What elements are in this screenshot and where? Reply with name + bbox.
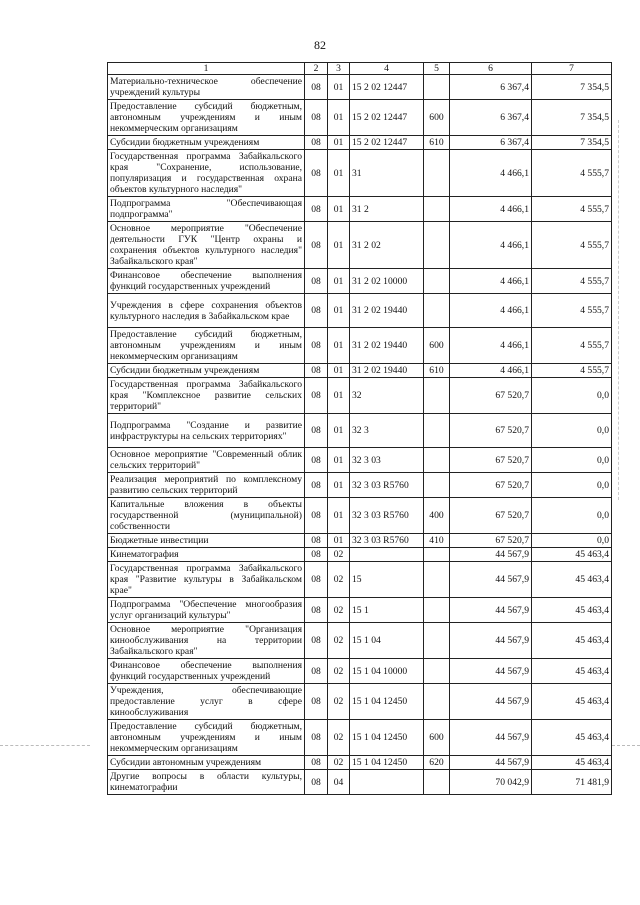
- table-row: [108, 150, 612, 197]
- cell-subsection: 01: [328, 222, 350, 269]
- cell-section: 08: [305, 598, 328, 623]
- table-row: [108, 448, 612, 473]
- cell-amount-year1: 67 520,7: [450, 498, 532, 534]
- cell-expense-type: [424, 414, 450, 448]
- cell-subsection: 02: [328, 562, 350, 598]
- cell-name: Материально-техническое обеспечение учреждений культуры: [108, 75, 305, 100]
- cell-amount-year1: 6 367,4: [450, 100, 532, 136]
- column-header: 4: [350, 63, 424, 75]
- cell-target-article: 32 3 03 R5760: [350, 473, 424, 498]
- table-row: [108, 684, 612, 720]
- cell-section: 08: [305, 720, 328, 756]
- table-row: [108, 328, 612, 364]
- cell-name: Субсидии бюджетным учреждениям: [108, 364, 305, 378]
- cell-name: Предоставление субсидий бюджетным, автономным учреждениям и иным некоммерческим организациям: [108, 720, 305, 756]
- cell-amount-year2: 71 481,9: [532, 770, 612, 795]
- cell-section: 08: [305, 150, 328, 197]
- cell-amount-year1: 44 567,9: [450, 684, 532, 720]
- cell-subsection: 01: [328, 150, 350, 197]
- page-number: 82: [314, 38, 326, 52]
- cell-section: 08: [305, 448, 328, 473]
- cell-amount-year1: 44 567,9: [450, 756, 532, 770]
- cell-amount-year1: 67 520,7: [450, 448, 532, 473]
- cell-target-article: 31 2 02 19440: [350, 328, 424, 364]
- cell-name: Бюджетные инвестиции: [108, 534, 305, 548]
- cell-amount-year1: 44 567,9: [450, 623, 532, 659]
- table-row: [108, 294, 612, 328]
- cell-amount-year2: 4 555,7: [532, 269, 612, 294]
- scan-artifact-line: [0, 745, 90, 746]
- cell-target-article: 31 2: [350, 197, 424, 222]
- cell-name: Субсидии автономным учреждениям: [108, 756, 305, 770]
- table-row: [108, 720, 612, 756]
- cell-amount-year1: 70 042,9: [450, 770, 532, 795]
- cell-target-article: 32: [350, 378, 424, 414]
- cell-amount-year1: 67 520,7: [450, 473, 532, 498]
- cell-amount-year1: 67 520,7: [450, 534, 532, 548]
- table-row: [108, 756, 612, 770]
- cell-section: 08: [305, 684, 328, 720]
- cell-name: Другие вопросы в области культуры, кинематографии: [108, 770, 305, 795]
- cell-expense-type: 610: [424, 136, 450, 150]
- cell-amount-year1: 67 520,7: [450, 414, 532, 448]
- table-row: [108, 136, 612, 150]
- cell-target-article: 15 1 04 12450: [350, 756, 424, 770]
- cell-subsection: 01: [328, 294, 350, 328]
- cell-target-article: 15 1 04 12450: [350, 720, 424, 756]
- cell-amount-year2: 0,0: [532, 448, 612, 473]
- cell-section: 08: [305, 534, 328, 548]
- table-row: [108, 548, 612, 562]
- cell-target-article: 15 1 04 10000: [350, 659, 424, 684]
- cell-target-article: [350, 770, 424, 795]
- cell-expense-type: 620: [424, 756, 450, 770]
- cell-section: 08: [305, 498, 328, 534]
- cell-subsection: 01: [328, 448, 350, 473]
- cell-subsection: 02: [328, 756, 350, 770]
- cell-expense-type: [424, 378, 450, 414]
- cell-subsection: 04: [328, 770, 350, 795]
- cell-expense-type: [424, 294, 450, 328]
- cell-expense-type: [424, 269, 450, 294]
- cell-amount-year1: 44 567,9: [450, 659, 532, 684]
- cell-expense-type: [424, 598, 450, 623]
- cell-expense-type: 400: [424, 498, 450, 534]
- cell-name: Учреждения в сфере сохранения объектов культурного наследия в Забайкальском крае: [108, 294, 305, 328]
- cell-target-article: 32 3: [350, 414, 424, 448]
- cell-amount-year1: 44 567,9: [450, 720, 532, 756]
- cell-amount-year1: 4 466,1: [450, 364, 532, 378]
- cell-amount-year2: 45 463,4: [532, 562, 612, 598]
- cell-expense-type: [424, 150, 450, 197]
- cell-amount-year1: 4 466,1: [450, 269, 532, 294]
- cell-amount-year2: 4 555,7: [532, 222, 612, 269]
- cell-amount-year2: 45 463,4: [532, 659, 612, 684]
- cell-section: 08: [305, 473, 328, 498]
- cell-amount-year2: 0,0: [532, 378, 612, 414]
- cell-amount-year1: 4 466,1: [450, 222, 532, 269]
- cell-amount-year2: 45 463,4: [532, 684, 612, 720]
- table-row: [108, 623, 612, 659]
- table-row: [108, 534, 612, 548]
- table-row: [108, 659, 612, 684]
- cell-subsection: 01: [328, 378, 350, 414]
- cell-amount-year2: 45 463,4: [532, 548, 612, 562]
- cell-subsection: 01: [328, 414, 350, 448]
- cell-expense-type: [424, 562, 450, 598]
- cell-name: Основное мероприятие "Организация кинообслуживания на территории Забайкальского края": [108, 623, 305, 659]
- table-row: [108, 269, 612, 294]
- cell-subsection: 01: [328, 100, 350, 136]
- cell-subsection: 01: [328, 136, 350, 150]
- cell-target-article: 32 3 03: [350, 448, 424, 473]
- table-row: [108, 562, 612, 598]
- cell-section: 08: [305, 414, 328, 448]
- cell-amount-year1: 4 466,1: [450, 294, 532, 328]
- cell-target-article: 31 2 02 19440: [350, 294, 424, 328]
- cell-subsection: 01: [328, 75, 350, 100]
- table-row: [108, 197, 612, 222]
- column-header: 2: [305, 63, 328, 75]
- cell-section: 08: [305, 100, 328, 136]
- table-row: [108, 378, 612, 414]
- cell-expense-type: [424, 770, 450, 795]
- cell-amount-year2: 4 555,7: [532, 294, 612, 328]
- cell-amount-year2: 7 354,5: [532, 136, 612, 150]
- cell-target-article: 15 1: [350, 598, 424, 623]
- cell-section: 08: [305, 136, 328, 150]
- cell-section: 08: [305, 197, 328, 222]
- cell-amount-year2: 4 555,7: [532, 150, 612, 197]
- cell-expense-type: 600: [424, 720, 450, 756]
- table-row: [108, 75, 612, 100]
- cell-expense-type: [424, 473, 450, 498]
- scan-artifact-line: [618, 120, 619, 500]
- cell-subsection: 01: [328, 364, 350, 378]
- table-row: [108, 222, 612, 269]
- cell-subsection: 02: [328, 720, 350, 756]
- cell-target-article: 31 2 02: [350, 222, 424, 269]
- cell-amount-year2: 4 555,7: [532, 328, 612, 364]
- cell-name: Предоставление субсидий бюджетным, автономным учреждениям и иным некоммерческим организациям: [108, 328, 305, 364]
- cell-section: 08: [305, 364, 328, 378]
- cell-subsection: 01: [328, 534, 350, 548]
- cell-section: 08: [305, 269, 328, 294]
- cell-amount-year2: 45 463,4: [532, 756, 612, 770]
- cell-section: 08: [305, 562, 328, 598]
- cell-amount-year1: 6 367,4: [450, 136, 532, 150]
- cell-amount-year2: 0,0: [532, 473, 612, 498]
- cell-expense-type: [424, 548, 450, 562]
- cell-section: 08: [305, 328, 328, 364]
- table-row: [108, 414, 612, 448]
- cell-expense-type: [424, 623, 450, 659]
- cell-amount-year1: 4 466,1: [450, 328, 532, 364]
- cell-subsection: 01: [328, 269, 350, 294]
- cell-section: 08: [305, 623, 328, 659]
- cell-expense-type: [424, 197, 450, 222]
- cell-expense-type: [424, 448, 450, 473]
- cell-section: 08: [305, 548, 328, 562]
- cell-amount-year2: 4 555,7: [532, 197, 612, 222]
- cell-amount-year1: 44 567,9: [450, 548, 532, 562]
- cell-subsection: 01: [328, 498, 350, 534]
- table-row: [108, 473, 612, 498]
- cell-target-article: 15 1 04 12450: [350, 684, 424, 720]
- column-header: 6: [450, 63, 532, 75]
- cell-target-article: 15 1 04: [350, 623, 424, 659]
- cell-subsection: 02: [328, 623, 350, 659]
- cell-target-article: 15 2 02 12447: [350, 100, 424, 136]
- cell-subsection: 01: [328, 197, 350, 222]
- table-row: [108, 498, 612, 534]
- cell-target-article: 31: [350, 150, 424, 197]
- cell-target-article: 31 2 02 19440: [350, 364, 424, 378]
- cell-expense-type: [424, 659, 450, 684]
- table-row: [108, 598, 612, 623]
- cell-name: Капитальные вложения в объекты государственной (муниципальной) собственности: [108, 498, 305, 534]
- cell-subsection: 02: [328, 684, 350, 720]
- scan-artifact-line: [612, 745, 640, 746]
- cell-section: 08: [305, 378, 328, 414]
- column-header: 7: [532, 63, 612, 75]
- cell-name: Предоставление субсидий бюджетным, автономным учреждениям и иным некоммерческим организациям: [108, 100, 305, 136]
- cell-amount-year1: 4 466,1: [450, 197, 532, 222]
- cell-expense-type: [424, 684, 450, 720]
- cell-target-article: 15 2 02 12447: [350, 136, 424, 150]
- cell-expense-type: [424, 222, 450, 269]
- cell-amount-year1: 67 520,7: [450, 378, 532, 414]
- cell-target-article: 15: [350, 562, 424, 598]
- cell-amount-year2: 4 555,7: [532, 364, 612, 378]
- cell-section: 08: [305, 294, 328, 328]
- cell-name: Субсидии бюджетным учреждениям: [108, 136, 305, 150]
- cell-name: Основное мероприятие "Современный облик сельских территорий": [108, 448, 305, 473]
- cell-section: 08: [305, 222, 328, 269]
- cell-amount-year2: 0,0: [532, 534, 612, 548]
- cell-name: Кинематография: [108, 548, 305, 562]
- cell-section: 08: [305, 756, 328, 770]
- cell-expense-type: [424, 75, 450, 100]
- cell-amount-year1: 44 567,9: [450, 598, 532, 623]
- cell-name: Финансовое обеспечение выполнения функций государственных учреждений: [108, 269, 305, 294]
- cell-name: Подпрограмма "Обеспечивающая подпрограмма": [108, 197, 305, 222]
- cell-amount-year2: 7 354,5: [532, 75, 612, 100]
- budget-table: [107, 62, 612, 795]
- cell-amount-year1: 6 367,4: [450, 75, 532, 100]
- table-row: [108, 100, 612, 136]
- table-body: [108, 75, 612, 795]
- cell-name: Учреждения, обеспечивающие предоставление услуг в сфере кинообслуживания: [108, 684, 305, 720]
- cell-target-article: 32 3 03 R5760: [350, 534, 424, 548]
- cell-amount-year2: 45 463,4: [532, 623, 612, 659]
- cell-section: 08: [305, 770, 328, 795]
- table-row: [108, 364, 612, 378]
- cell-expense-type: 610: [424, 364, 450, 378]
- cell-subsection: 02: [328, 659, 350, 684]
- header-row: [108, 63, 612, 75]
- cell-section: 08: [305, 659, 328, 684]
- cell-name: Государственная программа Забайкальского края "Комплексное развитие сельских территорий": [108, 378, 305, 414]
- cell-amount-year1: 4 466,1: [450, 150, 532, 197]
- column-header: 1: [108, 63, 305, 75]
- cell-amount-year2: 45 463,4: [532, 720, 612, 756]
- cell-amount-year2: 0,0: [532, 414, 612, 448]
- cell-amount-year1: 44 567,9: [450, 562, 532, 598]
- cell-target-article: 31 2 02 10000: [350, 269, 424, 294]
- cell-expense-type: 600: [424, 328, 450, 364]
- cell-subsection: 01: [328, 328, 350, 364]
- cell-name: Государственная программа Забайкальского края "Развитие культуры в Забайкальском крае": [108, 562, 305, 598]
- cell-subsection: 02: [328, 598, 350, 623]
- cell-name: Финансовое обеспечение выполнения функций государственных учреждений: [108, 659, 305, 684]
- cell-target-article: 32 3 03 R5760: [350, 498, 424, 534]
- column-header: 3: [328, 63, 350, 75]
- cell-amount-year2: 7 354,5: [532, 100, 612, 136]
- cell-amount-year2: 45 463,4: [532, 598, 612, 623]
- column-header: 5: [424, 63, 450, 75]
- cell-name: Подпрограмма "Обеспечение многообразия услуг организаций культуры": [108, 598, 305, 623]
- table-row: [108, 770, 612, 795]
- cell-target-article: 15 2 02 12447: [350, 75, 424, 100]
- cell-section: 08: [305, 75, 328, 100]
- cell-name: Основное мероприятие "Обеспечение деятельности ГУК "Центр охраны и сохранения объектов культурного наследия" Забайкальского края": [108, 222, 305, 269]
- cell-subsection: 01: [328, 473, 350, 498]
- cell-expense-type: 410: [424, 534, 450, 548]
- cell-expense-type: 600: [424, 100, 450, 136]
- cell-name: Реализация мероприятий по комплексному развитию сельских территорий: [108, 473, 305, 498]
- cell-name: Подпрограмма "Создание и развитие инфраструктуры на сельских территориях": [108, 414, 305, 448]
- cell-amount-year2: 0,0: [532, 498, 612, 534]
- cell-target-article: [350, 548, 424, 562]
- cell-subsection: 02: [328, 548, 350, 562]
- cell-name: Государственная программа Забайкальского края "Сохранение, использование, популяризация и государственная охрана объектов культурного наследия": [108, 150, 305, 197]
